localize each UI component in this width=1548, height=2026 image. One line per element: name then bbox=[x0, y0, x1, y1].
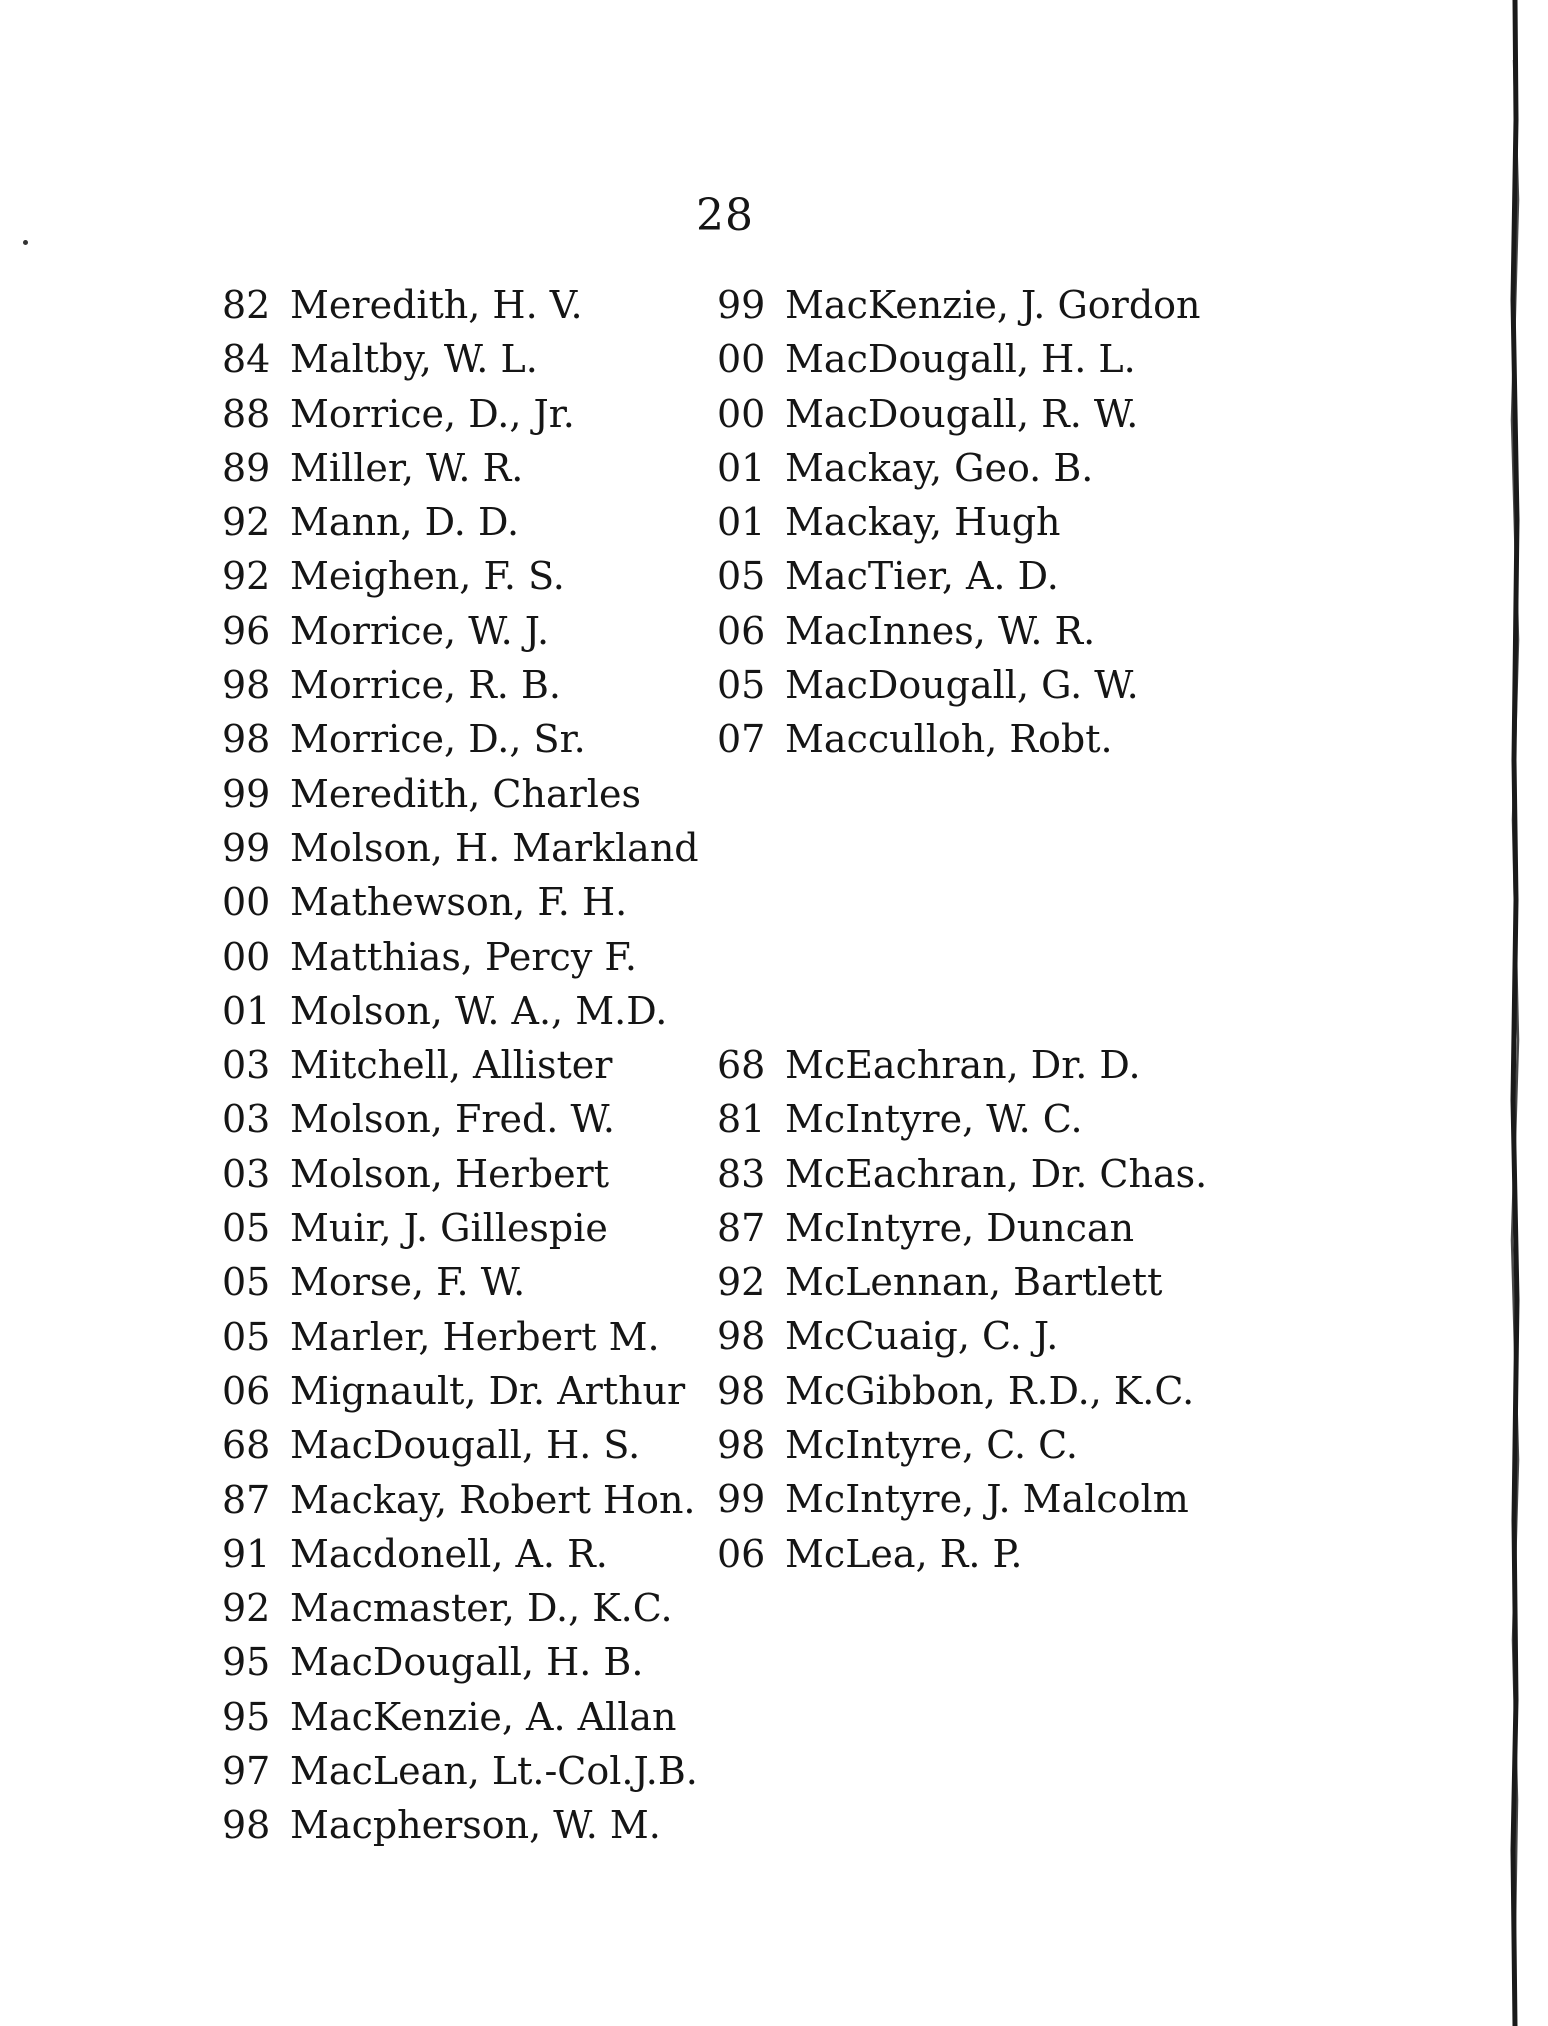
entry-name: Macculloh, Robt. bbox=[785, 717, 1113, 762]
entry-name: Morse, F. W. bbox=[290, 1260, 526, 1305]
right-column-bottom-entry bbox=[717, 1364, 1207, 1418]
left-column-entry bbox=[222, 821, 699, 875]
entry-name: Marler, Herbert M. bbox=[290, 1314, 660, 1359]
entry-year: 92 bbox=[222, 554, 271, 599]
right-column-top-entry bbox=[717, 712, 1201, 766]
entry-year: 98 bbox=[717, 1423, 766, 1468]
entry-name: Macdonell, A. R. bbox=[290, 1531, 608, 1576]
stray-dot bbox=[23, 240, 28, 245]
right-column-top-entry bbox=[717, 387, 1201, 441]
entry-year: 98 bbox=[222, 1803, 271, 1848]
entry-name: Mitchell, Allister bbox=[290, 1043, 613, 1088]
entry-year: 01 bbox=[717, 445, 766, 490]
entry-year: 05 bbox=[222, 1314, 271, 1359]
left-column-entry bbox=[222, 1581, 699, 1635]
entry-year: 03 bbox=[222, 1043, 271, 1088]
entry-name: Molson, H. Markland bbox=[290, 825, 699, 870]
right-column-bottom bbox=[717, 1038, 1207, 1581]
left-column-entry bbox=[222, 1418, 699, 1472]
entry-name: Molson, W. A., M.D. bbox=[290, 988, 668, 1033]
left-column-entry bbox=[222, 1092, 699, 1146]
left-column-entry bbox=[222, 984, 699, 1038]
entry-name: McIntyre, J. Malcolm bbox=[785, 1477, 1189, 1522]
left-column-entry bbox=[222, 767, 699, 821]
left-column-entry bbox=[222, 1147, 699, 1201]
entry-name: MacKenzie, A. Allan bbox=[290, 1694, 677, 1739]
entry-name: MacDougall, R. W. bbox=[785, 391, 1139, 436]
entry-name: MacDougall, G. W. bbox=[785, 663, 1139, 708]
right-column-top-entry bbox=[717, 332, 1201, 386]
entry-year: 82 bbox=[222, 283, 271, 327]
left-column-entry bbox=[222, 441, 699, 495]
left-column-entry bbox=[222, 1255, 699, 1309]
right-column-bottom-entry bbox=[717, 1147, 1207, 1201]
right-column-top-entry bbox=[717, 549, 1201, 603]
entry-year: 99 bbox=[717, 283, 766, 327]
right-column-top-entry bbox=[717, 604, 1201, 658]
entry-year: 06 bbox=[717, 1531, 766, 1576]
entry-year: 00 bbox=[222, 880, 271, 925]
entry-name: Mann, D. D. bbox=[290, 500, 520, 545]
left-column-entry bbox=[222, 1635, 699, 1689]
right-column-bottom-entry bbox=[717, 1527, 1207, 1581]
entry-year: 87 bbox=[222, 1477, 271, 1522]
entry-name: MacLean, Lt.-Col.J.B. bbox=[290, 1749, 698, 1794]
entry-name: McCuaig, C. J. bbox=[785, 1314, 1059, 1359]
left-column-entry bbox=[222, 604, 699, 658]
entry-name: Mackay, Geo. B. bbox=[785, 445, 1094, 490]
entry-year: 68 bbox=[717, 1043, 766, 1087]
left-column-entry bbox=[222, 930, 699, 984]
right-column-bottom-entry bbox=[717, 1038, 1207, 1092]
entry-year: 00 bbox=[222, 934, 271, 979]
right-column-bottom-entry bbox=[717, 1092, 1207, 1146]
left-column-entry bbox=[222, 875, 699, 929]
entry-year: 88 bbox=[222, 391, 271, 436]
entry-year: 06 bbox=[222, 1368, 271, 1413]
right-column-bottom-entry bbox=[717, 1472, 1207, 1526]
right-column-bottom-entry bbox=[717, 1201, 1207, 1255]
right-column-top-entry bbox=[717, 278, 1201, 332]
entry-name: Macpherson, W. M. bbox=[290, 1803, 661, 1848]
entry-year: 68 bbox=[222, 1423, 271, 1468]
entry-name: McGibbon, R.D., K.C. bbox=[785, 1368, 1195, 1413]
left-column-entry bbox=[222, 1798, 699, 1852]
entry-name: Mackay, Robert Hon. bbox=[290, 1477, 696, 1522]
entry-name: Mignault, Dr. Arthur bbox=[290, 1368, 686, 1413]
entry-name: Morrice, R. B. bbox=[290, 663, 561, 708]
entry-year: 92 bbox=[222, 1586, 271, 1631]
entry-name: MacKenzie, J. Gordon bbox=[785, 283, 1201, 327]
entry-name: Meredith, Charles bbox=[290, 771, 641, 816]
entry-year: 03 bbox=[222, 1151, 271, 1196]
entry-year: 98 bbox=[222, 663, 271, 708]
entry-name: MacDougall, H. B. bbox=[290, 1640, 644, 1685]
entry-year: 87 bbox=[717, 1205, 766, 1250]
entry-name: Maltby, W. L. bbox=[290, 337, 538, 382]
entry-year: 99 bbox=[222, 771, 271, 816]
left-column-entry bbox=[222, 1473, 699, 1527]
right-column-bottom-entry bbox=[717, 1255, 1207, 1309]
entry-name: MacInnes, W. R. bbox=[785, 608, 1096, 653]
entry-name: McIntyre, W. C. bbox=[785, 1097, 1083, 1142]
entry-name: McEachran, Dr. D. bbox=[785, 1043, 1141, 1087]
entry-name: Mackay, Hugh bbox=[785, 500, 1061, 545]
entry-name: McIntyre, C. C. bbox=[785, 1423, 1078, 1468]
entry-year: 96 bbox=[222, 608, 271, 653]
right-column-top-entry bbox=[717, 441, 1201, 495]
entry-year: 99 bbox=[222, 825, 271, 870]
page-number: 28 bbox=[696, 190, 754, 241]
entry-year: 01 bbox=[222, 988, 271, 1033]
entry-year: 05 bbox=[717, 663, 766, 708]
left-column-entry bbox=[222, 1690, 699, 1744]
entry-name: Matthias, Percy F. bbox=[290, 934, 637, 979]
left-column-entry bbox=[222, 658, 699, 712]
left-column-entry bbox=[222, 278, 699, 332]
entry-year: 05 bbox=[222, 1206, 271, 1251]
entry-name: Morrice, D., Sr. bbox=[290, 717, 586, 762]
left-column bbox=[222, 278, 699, 1853]
entry-year: 95 bbox=[222, 1694, 271, 1739]
entry-year: 00 bbox=[717, 337, 766, 382]
entry-name: Molson, Fred. W. bbox=[290, 1097, 615, 1142]
entry-year: 92 bbox=[222, 500, 271, 545]
entry-year: 91 bbox=[222, 1531, 271, 1576]
entry-year: 97 bbox=[222, 1749, 271, 1794]
entry-year: 95 bbox=[222, 1640, 271, 1685]
binding-edge bbox=[1508, 0, 1522, 2026]
entry-year: 83 bbox=[717, 1151, 766, 1196]
entry-year: 92 bbox=[717, 1260, 766, 1305]
entry-name: MacTier, A. D. bbox=[785, 554, 1059, 599]
entry-name: Molson, Herbert bbox=[290, 1151, 609, 1196]
entry-name: Morrice, W. J. bbox=[290, 608, 550, 653]
entry-year: 89 bbox=[222, 445, 271, 490]
entry-name: McLennan, Bartlett bbox=[785, 1260, 1163, 1305]
right-column-top bbox=[717, 278, 1201, 767]
entry-year: 07 bbox=[717, 717, 766, 762]
entry-year: 05 bbox=[222, 1260, 271, 1305]
entry-year: 06 bbox=[717, 608, 766, 653]
entry-name: Mathewson, F. H. bbox=[290, 880, 628, 925]
entry-year: 84 bbox=[222, 337, 271, 382]
entry-year: 05 bbox=[717, 554, 766, 599]
left-column-entry bbox=[222, 1038, 699, 1092]
right-column-bottom-entry bbox=[717, 1418, 1207, 1472]
right-column-bottom-entry bbox=[717, 1309, 1207, 1363]
left-column-entry bbox=[222, 1201, 699, 1255]
left-column-entry bbox=[222, 712, 699, 766]
left-column-entry bbox=[222, 1527, 699, 1581]
left-column-entry bbox=[222, 332, 699, 386]
right-column-top-entry bbox=[717, 495, 1201, 549]
entry-year: 03 bbox=[222, 1097, 271, 1142]
entry-name: Morrice, D., Jr. bbox=[290, 391, 575, 436]
entry-name: Muir, J. Gillespie bbox=[290, 1206, 608, 1251]
right-column-top-entry bbox=[717, 658, 1201, 712]
entry-year: 98 bbox=[717, 1314, 766, 1359]
left-column-entry bbox=[222, 1744, 699, 1798]
entry-year: 98 bbox=[717, 1368, 766, 1413]
entry-year: 81 bbox=[717, 1097, 766, 1142]
entry-name: Macmaster, D., K.C. bbox=[290, 1586, 673, 1631]
entry-name: Miller, W. R. bbox=[290, 445, 524, 490]
entry-year: 98 bbox=[222, 717, 271, 762]
entry-name: Meredith, H. V. bbox=[290, 283, 583, 327]
entry-year: 99 bbox=[717, 1477, 766, 1522]
entry-name: MacDougall, H. L. bbox=[785, 337, 1136, 382]
left-column-entry bbox=[222, 495, 699, 549]
entry-name: McLea, R. P. bbox=[785, 1531, 1023, 1576]
entry-year: 01 bbox=[717, 500, 766, 545]
left-column-entry bbox=[222, 387, 699, 441]
entry-year: 00 bbox=[717, 391, 766, 436]
left-column-entry bbox=[222, 549, 699, 603]
entry-name: McEachran, Dr. Chas. bbox=[785, 1151, 1208, 1196]
entry-name: McIntyre, Duncan bbox=[785, 1205, 1135, 1250]
entry-name: Meighen, F. S. bbox=[290, 554, 565, 599]
left-column-entry bbox=[222, 1364, 699, 1418]
left-column-entry bbox=[222, 1310, 699, 1364]
entry-name: MacDougall, H. S. bbox=[290, 1423, 641, 1468]
